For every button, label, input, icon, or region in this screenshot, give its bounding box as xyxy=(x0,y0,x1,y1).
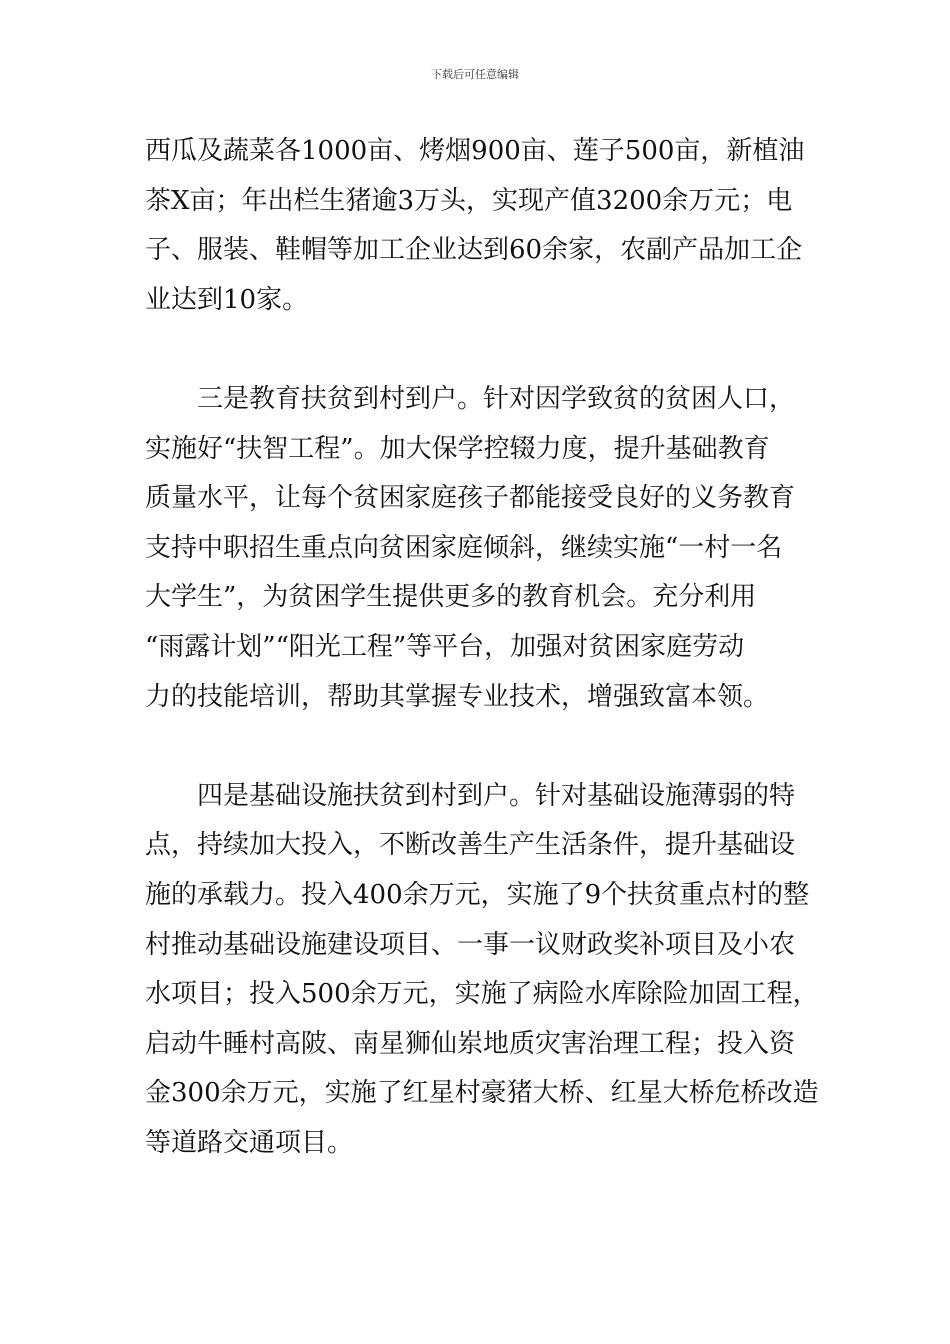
paragraph-line: 等道路交通项目。 xyxy=(145,1127,354,1158)
paragraph-line: 子、服装、鞋帽等加工企业达到60余家，农副产品加工企 xyxy=(145,235,803,266)
paragraph-line: 西瓜及蔬菜各1000亩、烤烟900亩、莲子500亩，新植油 xyxy=(145,136,805,166)
paragraph-line: 金300余万元，实施了红星村豪猪大桥、红星大桥危桥改造 xyxy=(145,1078,819,1109)
paragraph-3 xyxy=(145,772,819,1169)
paragraph-line: 施的承载力。投入400余万元，实施了9个扶贫重点村的整 xyxy=(145,879,810,910)
paragraph-line: 水项目；投入500余万元，实施了病险水库除险加固工程， xyxy=(145,979,819,1010)
paragraph-line: 点，持续加大投入，不断改善生产生活条件，提升基础设 xyxy=(145,830,796,861)
paragraph-line: 村推动基础设施建设项目、一事一议财政奖补项目及小农 xyxy=(145,929,796,960)
paragraph-line: 三是教育扶贫到村到户。针对因学致贫的贫困人口， xyxy=(197,383,796,414)
paragraph-spacer xyxy=(145,722,805,772)
paragraph-line: 支持中职招生重点向贫困家庭倾斜，继续实施“一村一名 xyxy=(145,532,783,563)
paragraph-2 xyxy=(145,375,805,722)
paragraph-line: 业达到10家。 xyxy=(145,284,309,315)
page-header: 下载后可任意编辑 xyxy=(431,68,519,81)
paragraph-line: 大学生”，为贫困学生提供更多的教育机会。充分利用 xyxy=(145,582,757,613)
paragraph-line: 质量水平，让每个贫困家庭孩子都能接受良好的义务教育 xyxy=(145,483,796,514)
paragraph-line: 力的技能培训，帮助其掌握专业技术，增强致富本领。 xyxy=(145,681,770,712)
document-body xyxy=(145,127,819,1168)
paragraph-1 xyxy=(145,127,805,325)
paragraph-line: 茶X亩；年出栏生猪逾3万头，实现产值3200余万元；电 xyxy=(145,185,793,216)
paragraph-line: 实施好“扶智工程”。加大保学控辍力度，提升基础教育 xyxy=(145,433,770,464)
paragraph-line: 四是基础设施扶贫到村到户。针对基础设施薄弱的特 xyxy=(197,780,796,811)
paragraph-line: 启动牛睡村高陂、南星狮仙岽地质灾害治理工程；投入资 xyxy=(145,1028,796,1059)
paragraph-spacer xyxy=(145,325,805,375)
paragraph-line: “雨露计划”“阳光工程”等平台，加强对贫困家庭劳动 xyxy=(145,631,745,662)
